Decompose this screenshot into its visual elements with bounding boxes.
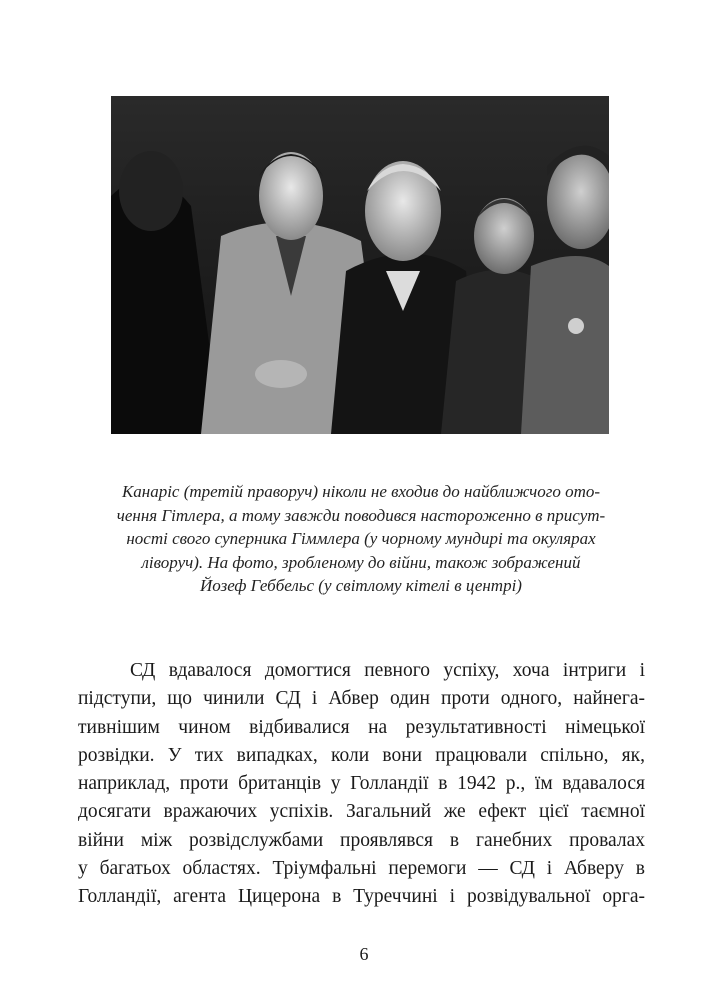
caption-line: ності свого суперника Гіммлера (у чорному мундирі та окулярах [126,529,596,548]
body-line: війни між розвідслужбами проявлявся в ганебних провалах [78,829,645,851]
photo-illustration [111,96,609,434]
body-line: підступи, що чинили СД і Абвер один проти одного, найнега- [78,688,645,710]
page-number: 6 [359,944,369,964]
caption-line: Канаріс (третій праворуч) ніколи не входив до найближчого ото- [121,482,601,501]
historical-photo [111,96,609,434]
body-line: СД вдавалося домогтися певного успіху, хоча інтриги і [130,660,645,681]
body-line: тивнішим чином відбивалися на результативності німецької [78,716,645,738]
body-line: Голландії, агента Цицерона в Туреччині і розвідувальної орга- [78,886,645,908]
body-line: досягати вражаючих успіхів. Загальний же ефект цієї таємної [78,801,645,823]
caption-line: Йозеф Геббельс (у світлому кітелі в центрі) [200,576,522,595]
body-paragraph [78,657,645,912]
photo-caption [78,480,644,598]
caption-line: ліворуч). На фото, зробленому до війни, також зображений [141,552,581,572]
body-line: розвідки. У тих випадках, коли вони працювали спільно, як, [78,744,645,766]
caption-line: чення Гітлера, а тому завжди поводився настороженно в присут- [116,505,606,525]
body-line: наприклад, проти британців у Голландії в 1942 р., їм вдавалося [78,773,645,795]
body-line: у багатьох областях. Тріумфальні перемоги — СД і Абверу в [78,858,645,880]
